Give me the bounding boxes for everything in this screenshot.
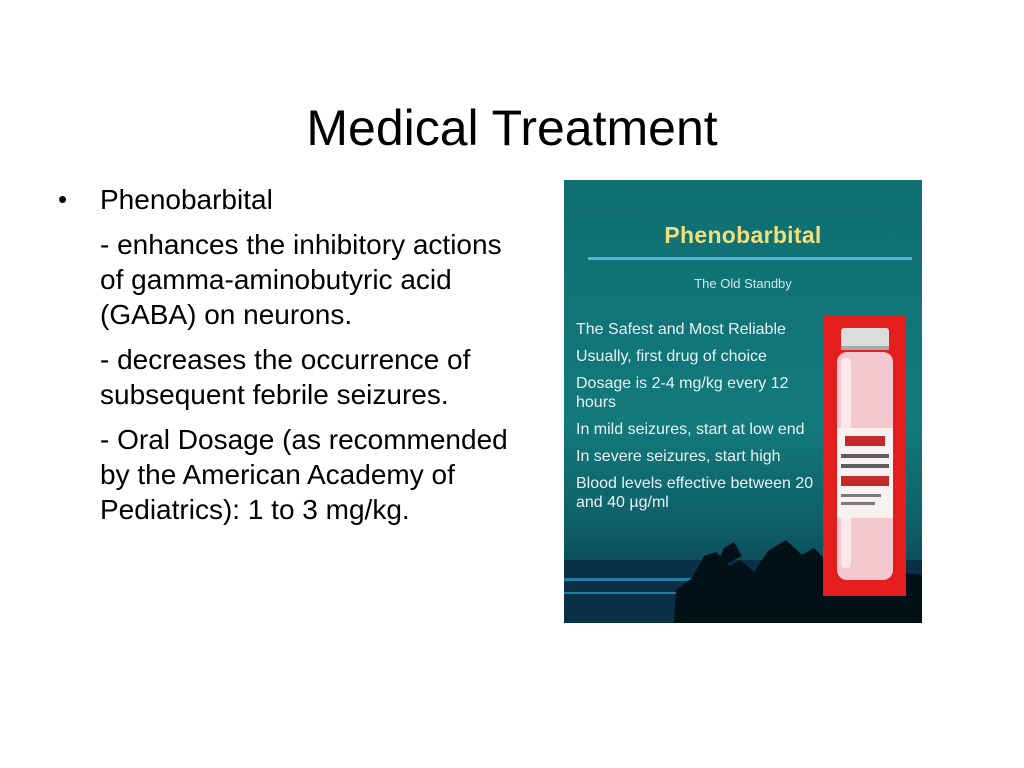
sub-point-dosage: - Oral Dosage (as recommended by the American Academy of Pediatrics): 1 to 3 mg/kg. — [100, 424, 508, 525]
sub-point-effect: - decreases the occurrence of subsequent febrile seizures. — [100, 344, 471, 410]
sub-point-mechanism: - enhances the inhibitory actions of gamma-aminobutyric acid (GABA) on neurons. — [100, 229, 502, 330]
bullet-text: Phenobarbital — [100, 184, 273, 215]
bullet-list — [58, 182, 518, 527]
image-text-lines — [576, 320, 821, 520]
image-subtitle: The Old Standby — [694, 276, 792, 291]
image-line: Dosage is 2-4 mg/kg every 12 hours — [576, 375, 789, 411]
image-line: In mild seizures, start at low end — [576, 421, 805, 438]
bullet-icon: • — [58, 184, 68, 214]
title-stripe — [588, 257, 912, 260]
pill-bottle-icon — [833, 328, 897, 583]
bullet-item — [58, 182, 518, 217]
image-line: The Safest and Most Reliable — [576, 321, 786, 338]
slide-title: Medical Treatment — [306, 99, 718, 156]
phenobarbital-slide-image — [564, 180, 922, 623]
image-line: Usually, first drug of choice — [576, 348, 767, 365]
image-title: Phenobarbital — [664, 222, 822, 248]
image-line: In severe seizures, start high — [576, 448, 781, 465]
image-line: Blood levels effective between 20 and 40 µg/ml — [576, 475, 814, 511]
